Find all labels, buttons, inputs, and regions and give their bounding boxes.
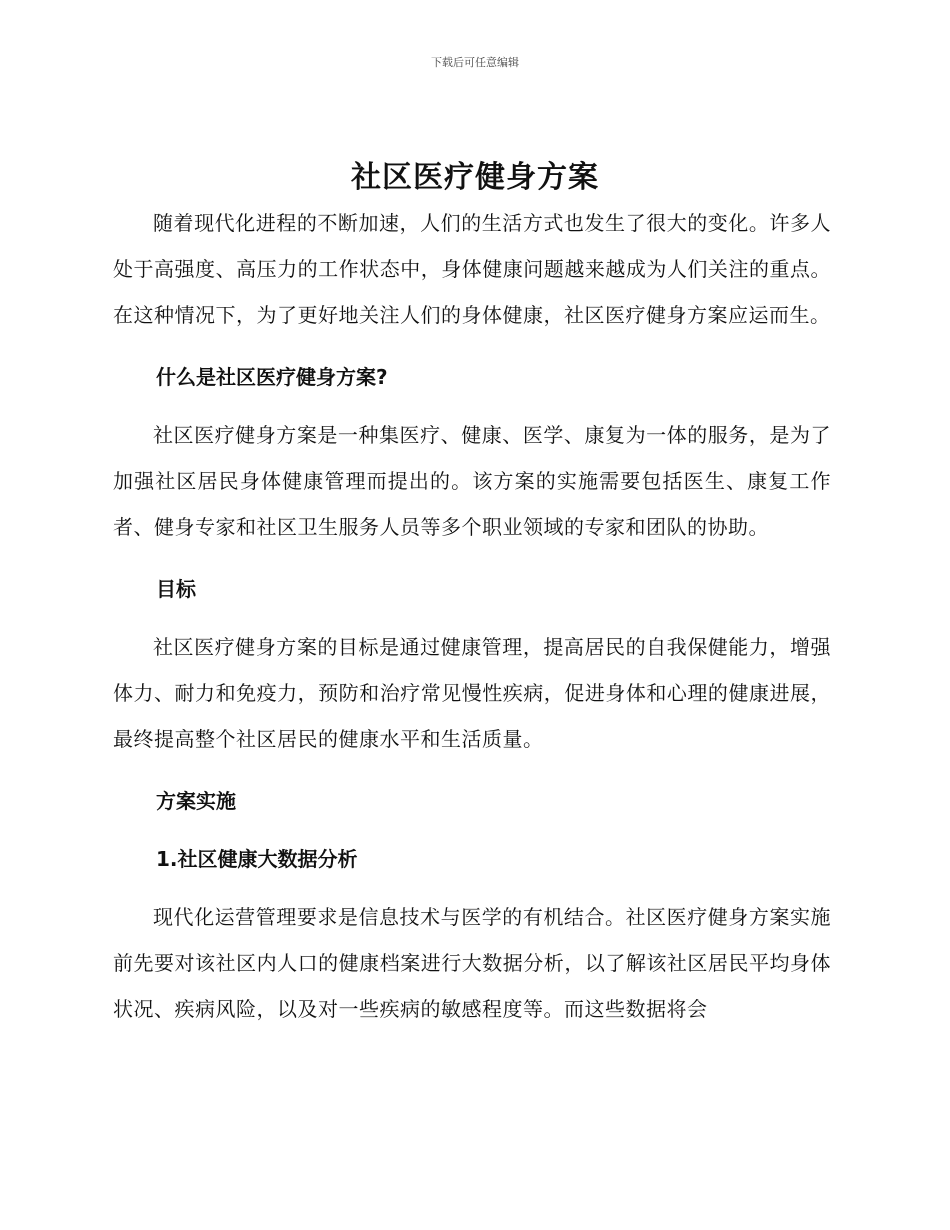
document-body [113, 200, 831, 1048]
document-title: 社区医疗健身方案 [351, 160, 599, 195]
what-paragraph: 社区医疗健身方案是一种集医疗、健康、医学、康复为一体的服务，是为了加强社区居民身体健康管理而提出的。该方案的实施需要包括医生、康复工作者、健身专家和社区卫生服务人员等多个职业领域的专家和团队的协助。 [113, 423, 831, 539]
goal-paragraph: 社区医疗健身方案的目标是通过健康管理，提高居民的自我保健能力，增强体力、耐力和免疫力，预防和治疗常见慢性疾病，促进身体和心理的健康进展，最终提高整个社区居民的健康水平和生活质量。 [113, 635, 831, 751]
intro-paragraph: 随着现代化进程的不断加速，人们的生活方式也发生了很大的变化。许多人处于高强度、高压力的工作状态中，身体健康问题越来越成为人们关注的重点。在这种情况下，为了更好地关注人们的身体健康，社区医疗健身方案应运而生。 [113, 211, 831, 327]
section-heading-implementation: 方案实施 [156, 789, 236, 813]
subheading-bigdata: 1.社区健康大数据分析 [156, 847, 358, 871]
bigdata-paragraph: 现代化运营管理要求是信息技术与医学的有机结合。社区医疗健身方案实施前先要对该社区内人口的健康档案进行大数据分析，以了解该社区居民平均身体状况、疾病风险，以及对一些疾病的敏感程度等。而这些数据将会 [113, 905, 831, 1021]
section-heading-what: 什么是社区医疗健身方案? [156, 365, 388, 389]
section-heading-goal: 目标 [156, 577, 196, 601]
header-note: 下载后可任意编辑 [431, 56, 519, 69]
